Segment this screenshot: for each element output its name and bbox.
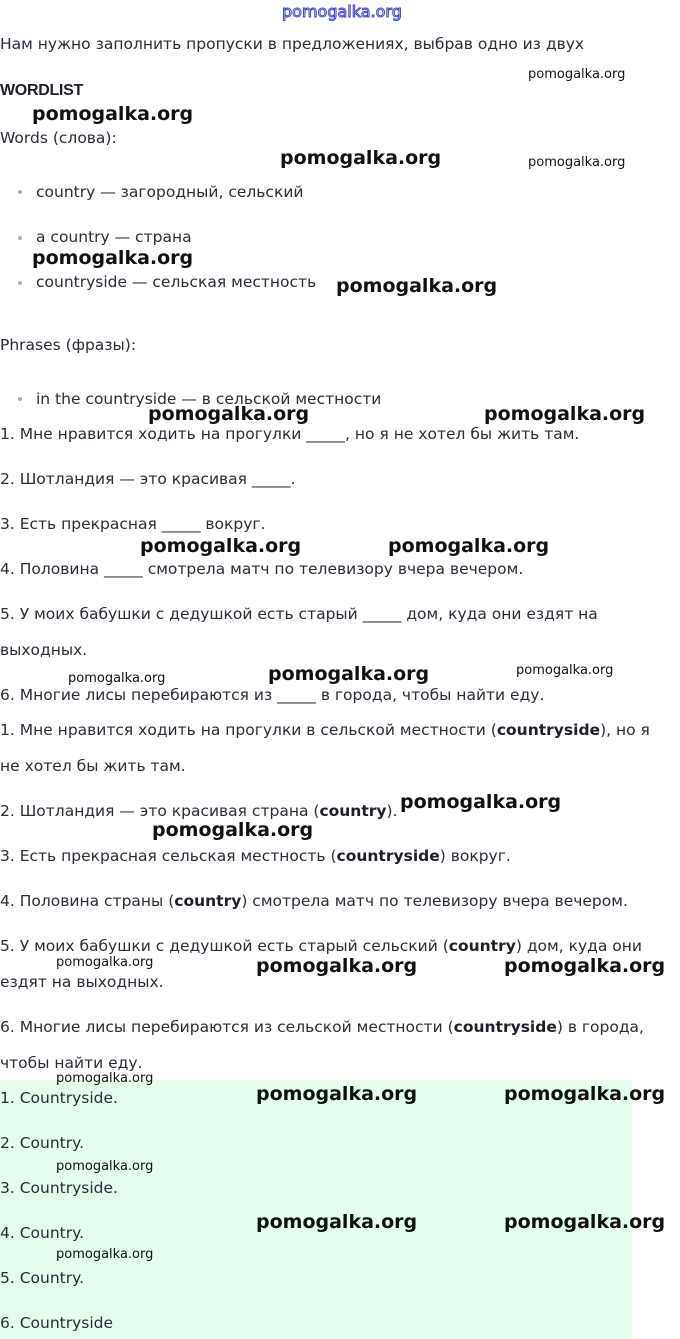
watermark: pomogalka.org xyxy=(484,403,646,425)
watermark: pomogalka.org xyxy=(148,403,310,425)
watermark: pomogalka.org xyxy=(268,663,430,685)
solution-line: 6. Многие лисы перебираются из сельской местности (countryside) в города, xyxy=(0,1018,644,1036)
task-line: 3. Есть прекрасная _____ вокруг. xyxy=(0,515,266,533)
watermark: pomogalka.org xyxy=(528,155,626,170)
solution-line: 2. Шотландия — это красивая страна (country). xyxy=(0,802,398,820)
solution-line: 3. Есть прекрасная сельская местность (countryside) вокруг. xyxy=(0,847,511,865)
watermark: pomogalka.org xyxy=(256,1083,418,1105)
watermark: pomogalka.org xyxy=(516,663,614,678)
phrases-label: Phrases (фразы): xyxy=(0,336,137,354)
watermark: pomogalka.org xyxy=(400,791,562,813)
intro-text: Нам нужно заполнить пропуски в предложениях, выбрав одно из двух xyxy=(0,35,585,53)
watermark: pomogalka.org xyxy=(336,275,498,297)
watermark: pomogalka.org xyxy=(504,1211,666,1233)
watermark: pomogalka.org xyxy=(56,1247,154,1262)
wordlist-heading: WORDLIST xyxy=(0,82,83,99)
solution-line: 4. Половина страны (country) смотрела матч по телевизору вчера вечером. xyxy=(0,892,628,910)
solution-line: чтобы найти еду. xyxy=(0,1054,143,1072)
word-item: a country — страна xyxy=(36,228,192,246)
watermark: pomogalka.org xyxy=(152,819,314,841)
answer-line: 6. Countryside xyxy=(0,1314,114,1332)
watermark: pomogalka.org xyxy=(504,955,666,977)
solution-line: 1. Мне нравится ходить на прогулки в сельской местности (countryside), но я xyxy=(0,721,650,739)
task-line: 5. У моих бабушки с дедушкой есть старый _____ дом, куда они ездят на xyxy=(0,605,598,623)
word-item: country — загородный, сельский xyxy=(36,183,304,201)
task-line: 6. Многие лисы перебираются из _____ в города, чтобы найти еду. xyxy=(0,686,545,704)
watermark: pomogalka.org xyxy=(388,535,550,557)
answer-line: 1. Countryside. xyxy=(0,1089,118,1107)
watermark: pomogalka.org xyxy=(504,1083,666,1105)
phrase-item: in the countryside — в сельской местности xyxy=(36,390,382,408)
watermark: pomogalka.org xyxy=(256,1211,418,1233)
task-line: 4. Половина _____ смотрела матч по телевизору вчера вечером. xyxy=(0,560,524,578)
answer-line: 3. Countryside. xyxy=(0,1179,118,1197)
site-title[interactable]: pomogalka.org xyxy=(282,2,402,21)
bullet-icon xyxy=(18,281,22,285)
word-item: countryside — сельская местность xyxy=(36,273,317,291)
watermark: pomogalka.org xyxy=(256,955,418,977)
bullet-icon xyxy=(18,236,22,240)
task-line: выходных. xyxy=(0,641,88,659)
watermark: pomogalka.org xyxy=(528,67,626,82)
solution-line: ездят на выходных. xyxy=(0,973,164,991)
watermark: pomogalka.org xyxy=(56,1159,154,1174)
watermark: pomogalka.org xyxy=(32,103,194,125)
task-line: 2. Шотландия — это красивая _____. xyxy=(0,470,296,488)
bullet-icon xyxy=(18,190,22,194)
answers-panel xyxy=(0,1080,632,1339)
answer-line: 4. Country. xyxy=(0,1224,85,1242)
solution-line: 5. У моих бабушки с дедушкой есть старый сельский (country) дом, куда они xyxy=(0,937,642,955)
bullet-icon xyxy=(18,397,22,401)
watermark: pomogalka.org xyxy=(280,147,442,169)
answer-line: 5. Country. xyxy=(0,1269,85,1287)
words-label: Words (слова): xyxy=(0,129,117,147)
watermark: pomogalka.org xyxy=(140,535,302,557)
watermark: pomogalka.org xyxy=(56,955,154,970)
watermark: pomogalka.org xyxy=(68,671,166,686)
task-line: 1. Мне нравится ходить на прогулки _____, но я не хотел бы жить там. xyxy=(0,425,580,443)
solution-line: не хотел бы жить там. xyxy=(0,757,186,775)
watermark: pomogalka.org xyxy=(32,247,194,269)
watermark: pomogalka.org xyxy=(56,1071,154,1086)
answer-line: 2. Country. xyxy=(0,1134,85,1152)
